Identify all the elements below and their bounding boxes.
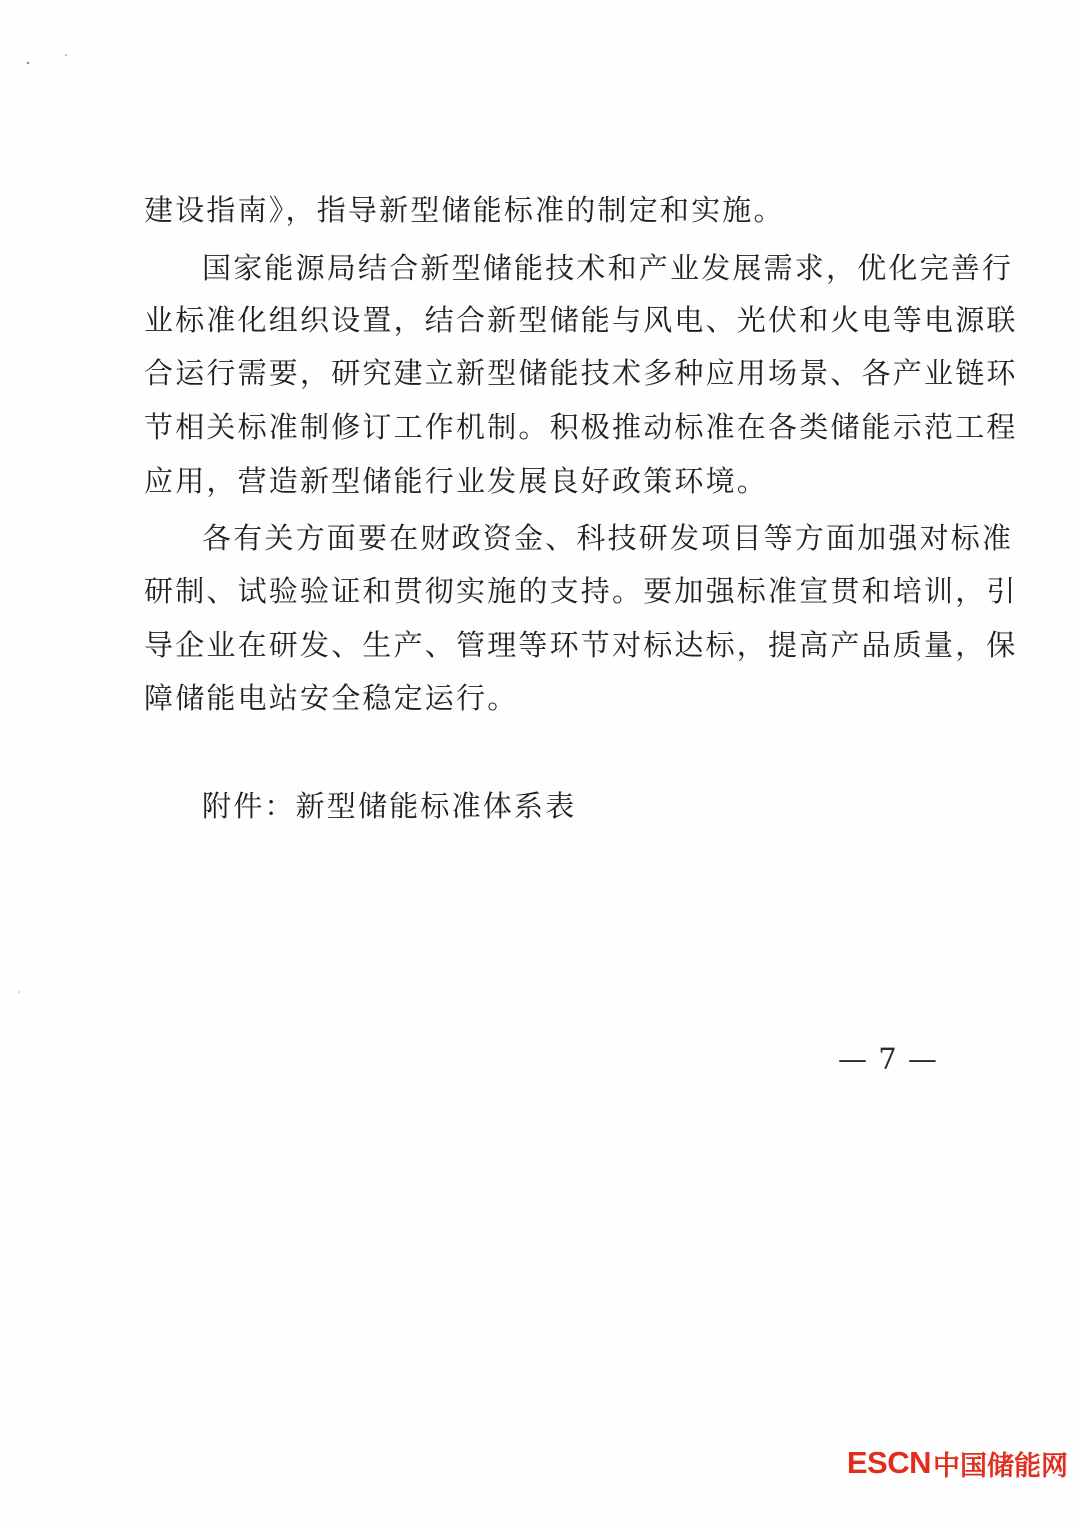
paragraph-2-line-4: 节相关标准制修订工作机制。积极推动标准在各类储能示范工程 bbox=[144, 410, 1018, 444]
escn-watermark bbox=[848, 1438, 1068, 1488]
body-text-line-1: 建设指南》，指导新型储能标准的制定和实施。 bbox=[144, 193, 785, 227]
paragraph-2-line-5: 应用，营造新型储能行业发展良好政策环境。 bbox=[144, 464, 769, 498]
paragraph-2-line-3: 合运行需要，研究建立新型储能技术多种应用场景、各产业链环 bbox=[144, 356, 1018, 390]
paragraph-3-line-3: 导企业在研发、生产、管理等环节对标达标，提高产品质量，保 bbox=[144, 628, 1018, 662]
watermark-brand-cn: 中国储能网 bbox=[933, 1450, 1068, 1481]
page-number: — 7 — bbox=[838, 1042, 938, 1076]
attachment-line: 附件：新型储能标准体系表 bbox=[202, 789, 577, 823]
paragraph-3-line-1: 各有关方面要在财政资金、科技研发项目等方面加强对标准 bbox=[202, 521, 1014, 555]
paragraph-2-line-1: 国家能源局结合新型储能技术和产业发展需求，优化完善行 bbox=[202, 251, 1014, 285]
watermark-brand-en: ESCN bbox=[846, 1445, 931, 1480]
paragraph-2-line-2: 业标准化组织设置，结合新型储能与风电、光伏和火电等电源联 bbox=[144, 303, 1018, 337]
paragraph-3-line-2: 研制、试验验证和贯彻实施的支持。要加强标准宣贯和培训，引 bbox=[144, 574, 1018, 608]
paragraph-3-line-4: 障储能电站安全稳定运行。 bbox=[144, 681, 519, 715]
